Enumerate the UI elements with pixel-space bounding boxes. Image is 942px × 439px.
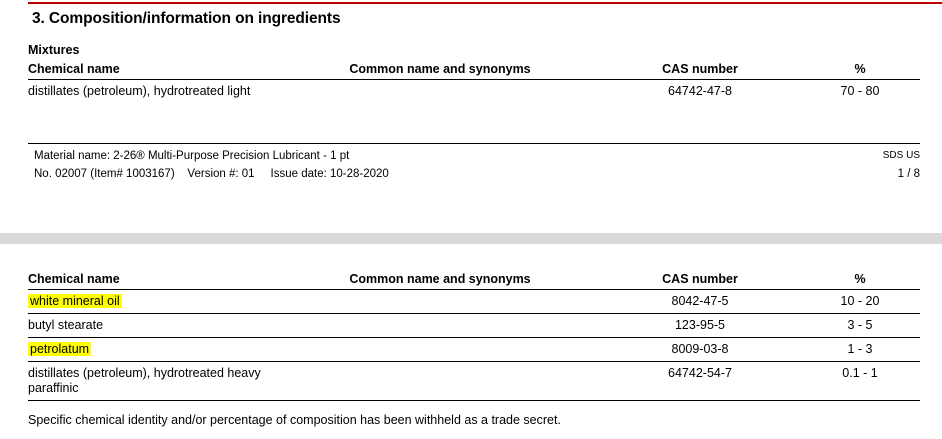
cell-percent: 10 - 20 [800, 290, 920, 314]
cell-chemical-name [28, 338, 280, 362]
top-red-rule [28, 2, 942, 4]
cell-percent: 1 - 3 [800, 338, 920, 362]
document-footer [28, 150, 920, 186]
table-row [28, 314, 920, 338]
ingredients-table-top [28, 62, 920, 103]
cell-chemical-name [28, 290, 280, 314]
footer-material-name: Material name: 2-26® Multi-Purpose Precision Lubricant - 1 pt [34, 150, 350, 162]
highlighted-chemical-name: petrolatum [30, 342, 90, 356]
cell-common-name [280, 314, 600, 338]
table-row [28, 338, 920, 362]
table-header-row [28, 272, 920, 290]
column-header-percent: % [800, 62, 920, 80]
table-row [28, 362, 920, 401]
trade-secret-note: Specific chemical identity and/or percentage of composition has been withheld as a trade secret. [28, 413, 561, 427]
column-header-chemical-name: Chemical name [28, 62, 280, 80]
table-header-row [28, 62, 920, 80]
column-header-common-name: Common name and synonyms [280, 62, 600, 80]
cell-chemical-name: butyl stearate [28, 314, 280, 338]
mixtures-label: Mixtures [28, 43, 80, 57]
table-row [28, 80, 920, 104]
cell-common-name [280, 290, 600, 314]
cell-percent: 3 - 5 [800, 314, 920, 338]
cell-percent: 0.1 - 1 [800, 362, 920, 401]
footer-page-number: 1 / 8 [897, 168, 920, 180]
footer-document-info: No. 02007 (Item# 1003167) Version #: 01 Issue date: 10-28-2020 [34, 168, 389, 180]
column-header-chemical-name: Chemical name [28, 272, 280, 290]
page-separator-band [0, 233, 942, 244]
page-title: 3. Composition/information on ingredients [32, 10, 341, 27]
column-header-cas-number: CAS number [600, 62, 800, 80]
column-header-percent: % [800, 272, 920, 290]
highlighted-chemical-name: white mineral oil [30, 294, 120, 308]
cell-chemical-name: distillates (petroleum), hydrotreated heavy paraffinic [28, 362, 280, 401]
cell-cas-number: 123-95-5 [600, 314, 800, 338]
cell-common-name [280, 338, 600, 362]
cell-percent: 70 - 80 [840, 84, 880, 98]
cell-cas-number: 64742-54-7 [600, 362, 800, 401]
cell-chemical-name: distillates (petroleum), hydrotreated light [28, 84, 251, 98]
cell-cas-number: 64742-47-8 [668, 84, 732, 98]
cell-common-name [280, 362, 600, 401]
cell-common-name [280, 80, 600, 104]
column-header-common-name: Common name and synonyms [280, 272, 600, 290]
cell-cas-number: 8042-47-5 [600, 290, 800, 314]
column-header-cas-number: CAS number [600, 272, 800, 290]
table-bottom-rule [28, 143, 920, 144]
ingredients-table-bottom [28, 272, 920, 401]
cell-cas-number: 8009-03-8 [600, 338, 800, 362]
footer-sds-region: SDS US [882, 150, 920, 161]
table-row [28, 290, 920, 314]
